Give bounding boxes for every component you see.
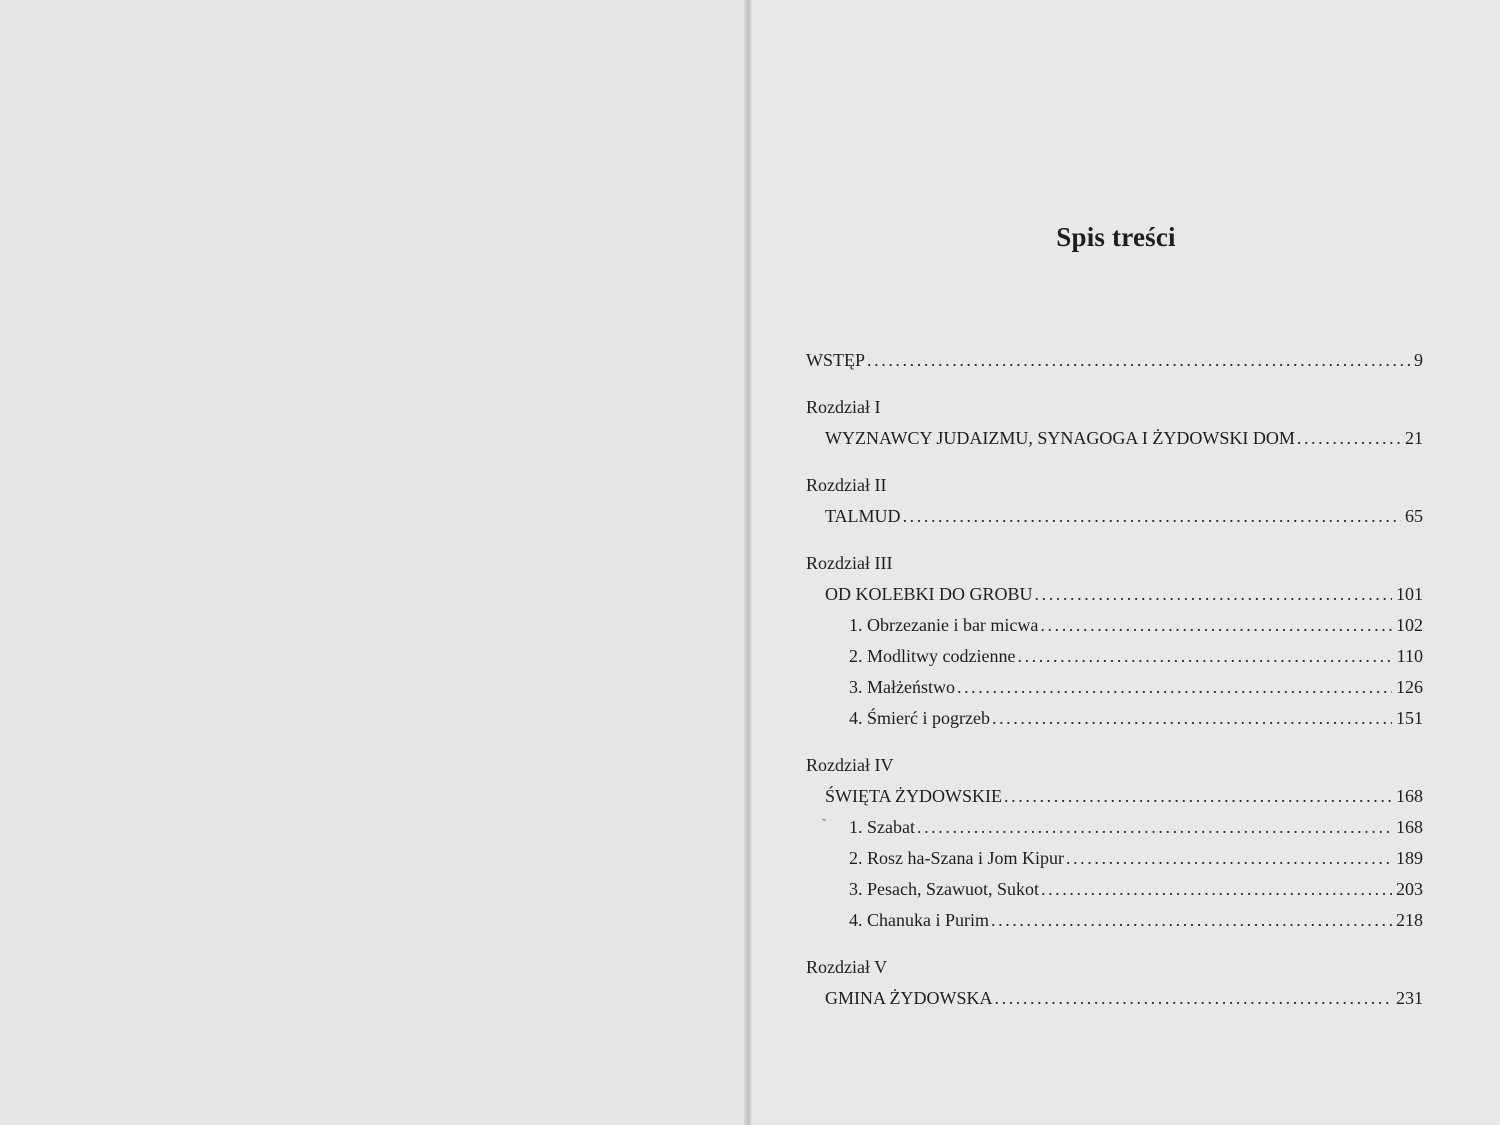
toc-entry-title: 2. Rosz ha-Szana i Jom Kipur xyxy=(849,848,1064,868)
toc-entry[interactable] xyxy=(825,503,1423,529)
toc-entry-page-number: 102 xyxy=(1396,615,1423,635)
dot-leader xyxy=(1041,876,1392,902)
dot-leader xyxy=(867,347,1410,373)
table-of-contents xyxy=(806,0,1423,1125)
dot-leader xyxy=(995,985,1393,1011)
toc-entry-title: 2. Modlitwy codzienne xyxy=(849,646,1016,666)
toc-entry[interactable] xyxy=(849,876,1423,902)
chapter-label: Rozdział IV xyxy=(806,755,894,775)
dot-leader xyxy=(1004,783,1392,809)
toc-entry-page-number: 126 xyxy=(1396,677,1423,697)
toc-entry[interactable] xyxy=(825,425,1423,451)
toc-entry-page-number: 101 xyxy=(1396,584,1423,604)
page-title: Spis treści xyxy=(1056,222,1176,252)
dot-leader xyxy=(903,503,1401,529)
toc-entry[interactable] xyxy=(849,674,1423,700)
toc-entry-title: 4. Chanuka i Purim xyxy=(849,910,989,930)
toc-entry-title: WYZNAWCY JUDAIZMU, SYNAGOGA I ŻYDOWSKI DOM xyxy=(825,428,1295,448)
toc-entry-title: ŚWIĘTA ŻYDOWSKIE xyxy=(825,786,1003,806)
toc-entry-title: 1. Szabat xyxy=(849,817,915,837)
toc-entry[interactable] xyxy=(849,845,1423,871)
dot-leader xyxy=(1017,643,1392,669)
toc-entry[interactable] xyxy=(825,581,1423,607)
toc-entry-page-number: 110 xyxy=(1396,646,1423,666)
dot-leader xyxy=(1297,425,1401,451)
toc-entry-page-number: 168 xyxy=(1396,817,1423,837)
toc-entry[interactable] xyxy=(849,907,1423,933)
dot-leader xyxy=(1040,612,1392,638)
toc-entry-page-number: 189 xyxy=(1396,848,1423,868)
toc-entry-title: GMINA ŻYDOWSKA xyxy=(825,988,993,1008)
toc-entry-title: 3. Małżeństwo xyxy=(849,677,955,697)
toc-entry-page-number: 231 xyxy=(1396,988,1423,1008)
toc-entry-page-number: 65 xyxy=(1405,506,1423,526)
toc-entry[interactable] xyxy=(849,612,1423,638)
toc-entry-title: WSTĘP xyxy=(806,350,866,370)
dot-leader xyxy=(991,907,1392,933)
toc-entry[interactable] xyxy=(849,643,1423,669)
chapter-label: Rozdział I xyxy=(806,397,881,417)
toc-entry-page-number: 151 xyxy=(1396,708,1423,728)
toc-entry[interactable] xyxy=(806,347,1423,373)
dot-leader xyxy=(917,814,1392,840)
toc-entry-page-number: 9 xyxy=(1414,350,1423,370)
toc-entry-title: 1. Obrzezanie i bar micwa xyxy=(849,615,1039,635)
toc-entry-title: 4. Śmierć i pogrzeb xyxy=(849,708,990,728)
toc-entry[interactable] xyxy=(825,985,1423,1011)
chapter-label: Rozdział II xyxy=(806,475,887,495)
toc-entry[interactable] xyxy=(825,783,1423,809)
dot-leader xyxy=(992,705,1392,731)
chapter-label: Rozdział III xyxy=(806,553,893,573)
dot-leader xyxy=(1035,581,1393,607)
toc-entry-page-number: 21 xyxy=(1405,428,1423,448)
toc-entry[interactable] xyxy=(849,705,1423,731)
toc-entry[interactable] xyxy=(849,814,1423,840)
dot-leader xyxy=(1066,845,1392,871)
toc-entry-title: OD KOLEBKI DO GROBU xyxy=(825,584,1033,604)
toc-entry-page-number: 168 xyxy=(1396,786,1423,806)
toc-entry-page-number: 203 xyxy=(1396,879,1423,899)
print-mark: ˜ xyxy=(822,816,826,830)
toc-entry-title: 3. Pesach, Szawuot, Sukot xyxy=(849,879,1039,899)
left-page-blank xyxy=(0,0,745,1125)
dot-leader xyxy=(957,674,1392,700)
book-spine xyxy=(744,0,752,1125)
toc-entry-title: TALMUD xyxy=(825,506,901,526)
chapter-label: Rozdział V xyxy=(806,957,888,977)
toc-entry-page-number: 218 xyxy=(1396,910,1423,930)
